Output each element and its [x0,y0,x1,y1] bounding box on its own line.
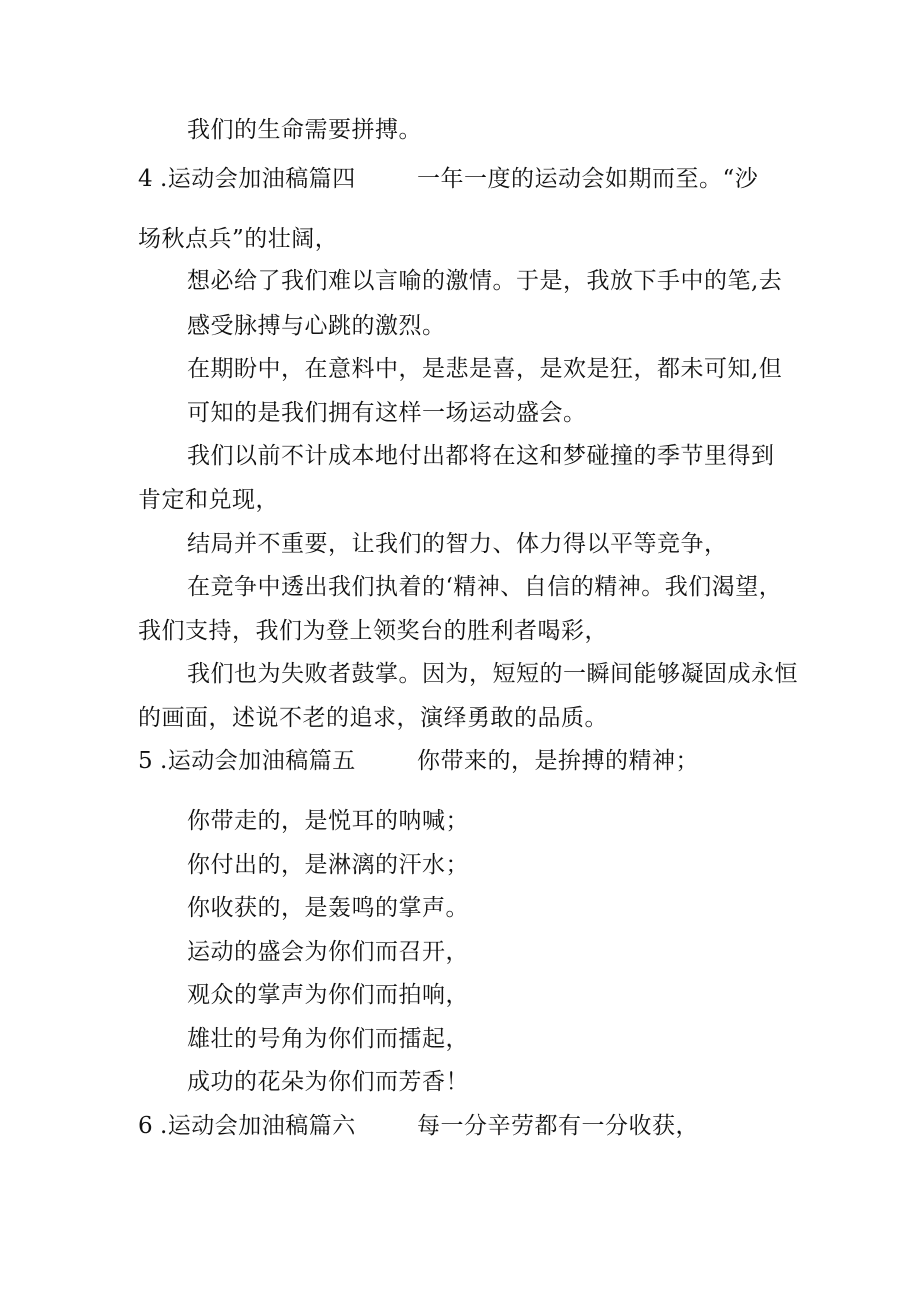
paragraph-line: 你带走的，是悦耳的呐喊； [187,808,469,834]
paragraph-line: 在竞争中透出我们执着的‘精神、自信的精神。我们渴望， [187,574,783,600]
paragraph-line: 在期盼中，在意料中，是悲是喜，是欢是狂，都未可知,但 [187,356,783,382]
section-lead-text: 一年一度的运动会如期而至。“沙 [417,166,759,192]
section-title: .运动会加油稿篇五 [160,748,356,774]
paragraph-line: 的画面，述说不老的追求，演绎勇敢的品质。 [138,705,608,731]
section-lead-text: 每一分辛劳都有一分收获， [417,1113,699,1139]
paragraph-line: 你收获的，是轰鸣的掌声。 [187,895,469,921]
paragraph-line: 雄壮的号角为你们而擂起， [187,1026,469,1052]
section-number: 4 [138,166,154,192]
paragraph-line: 结局并不重要，让我们的智力、体力得以平等竞争， [187,531,728,557]
paragraph-line: 运动的盛会为你们而召开， [187,939,469,965]
paragraph-line: 观众的掌声为你们而拍响， [187,982,469,1008]
paragraph-line: 感受脉搏与心跳的激烈。 [187,313,446,339]
paragraph-line: 我们支持，我们为登上领奖台的胜利者喝彩， [138,618,608,644]
section-title: .运动会加油稿篇六 [160,1113,356,1139]
paragraph-line: 你付出的，是淋漓的汗水； [187,852,469,878]
paragraph-line: 我们也为失败者鼓掌。因为，短短的一瞬间能够凝固成永恒 [187,661,798,687]
section-title: .运动会加油稿篇四 [160,166,356,192]
paragraph-line: 成功的花朵为你们而芳香！ [187,1069,469,1095]
paragraph-line: 我们以前不计成本地付出都将在这和梦碰撞的季节里得到 [187,443,775,469]
paragraph-line: 可知的是我们拥有这样一场运动盛会。 [187,400,587,426]
section-lead-text: 你带来的，是拚搏的精神； [417,748,699,774]
paragraph-line: 场秋点兵”的壮阔， [138,226,339,252]
paragraph-line: 肯定和兑现， [138,487,279,513]
section-number: 6 [138,1113,154,1139]
section-number: 5 [138,748,154,774]
paragraph-line: 我们的生命需要拼搏。 [187,117,422,143]
paragraph-line: 想必给了我们难以言喻的激情。于是，我放下手中的笔,去 [187,268,783,294]
